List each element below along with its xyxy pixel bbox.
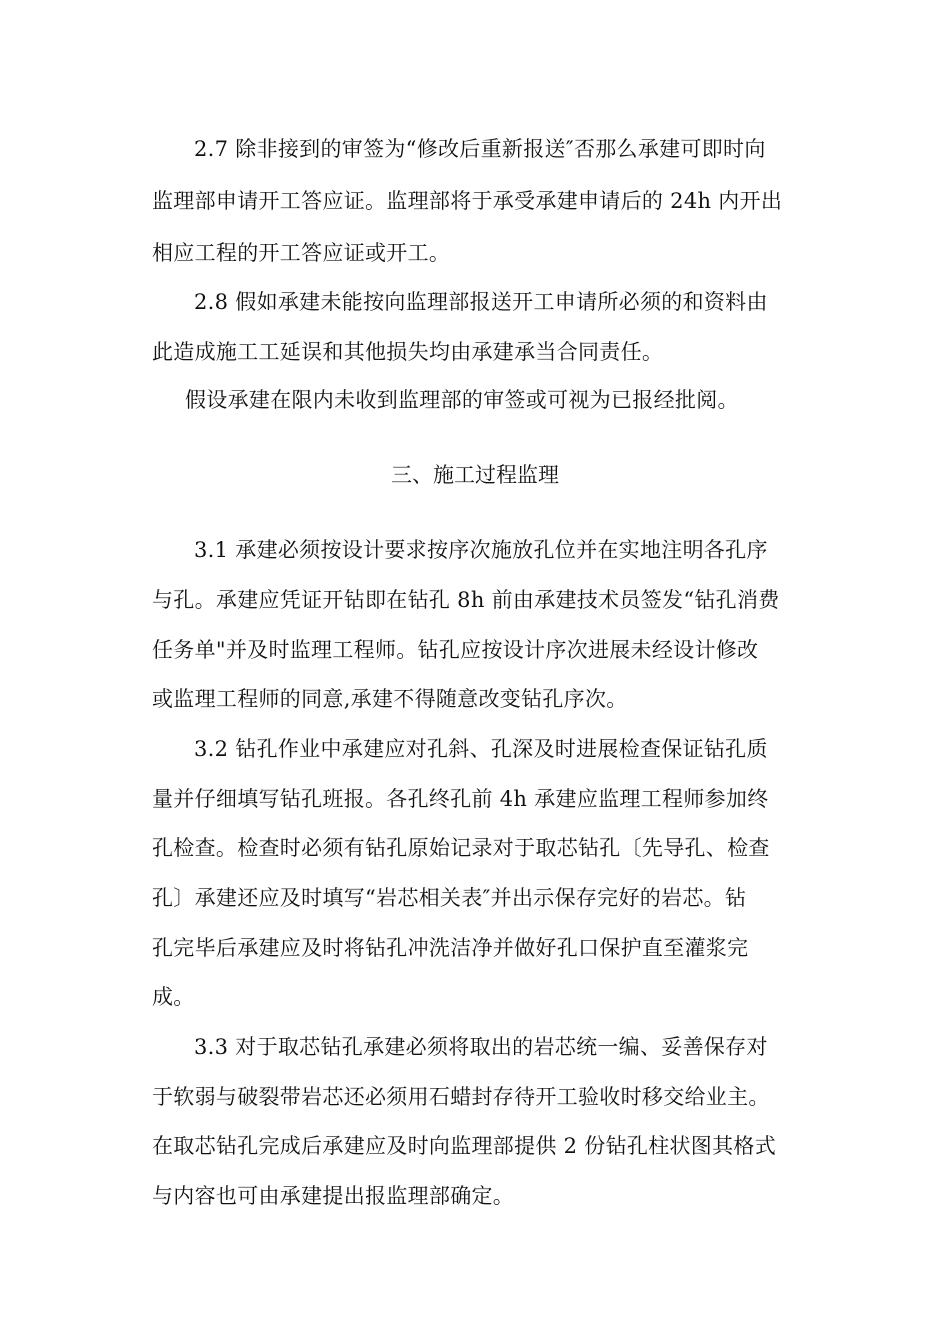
text-line: 于软弱与破裂带岩芯还必须用石蜡封存待开工验收时移交给业主。 — [152, 1085, 770, 1109]
text-line: 孔检查。检查时必须有钻孔原始记录对于取芯钻孔〔先导孔、检查 — [152, 836, 770, 860]
text-line: 孔〕承建还应及时填写“岩芯相关表″并出示保存完好的岩芯。钻 — [152, 886, 747, 910]
text-line: 与孔。承建应凭证开钻即在钻孔 8h 前由承建技术员签发“钻孔消费 — [152, 588, 780, 612]
text-line: 成。 — [152, 985, 195, 1009]
text-line: 此造成施工工延误和其他损失均由承建承当合同责任。 — [152, 340, 664, 364]
text-line: 3.3 对于取芯钻孔承建必须将取出的岩芯统一编、妥善保存对 — [194, 1035, 768, 1059]
text-line: 相应工程的开工答应证或开工。 — [152, 241, 451, 265]
text-line: 2.8 假如承建未能按向监理部报送开工申请所必须的和资料由 — [194, 290, 768, 314]
text-line: 任务单"并及时监理工程师。钻孔应按设计序次进展未经设计修改 — [152, 638, 759, 662]
text-line: 量并仔细填写钻孔班报。各孔终孔前 4h 承建应监理工程师参加终 — [152, 787, 769, 811]
text-line: 监理部申请开工答应证。监理部将于承受承建申请后的 24h 内开出 — [152, 189, 783, 213]
text-line: 假设承建在限内未收到监理部的审签或可视为已报经批阅。 — [185, 388, 739, 412]
text-line: 2.7 除非接到的审签为“修改后重新报送″否那么承建可即时向 — [194, 137, 766, 161]
text-line: 孔完毕后承建应及时将钻孔冲洗洁净并做好孔口保护直至灌浆完 — [152, 936, 749, 960]
text-line: 3.1 承建必须按设计要求按序次施放孔位并在实地注明各孔序 — [194, 538, 768, 562]
text-line: 在取芯钻孔完成后承建应及时向监理部提供 2 份钻孔柱状图其格式 — [152, 1134, 777, 1158]
section-heading: 三、施工过程监理 — [391, 463, 559, 487]
text-line: 3.2 钻孔作业中承建应对孔斜、孔深及时进展检查保证钻孔质 — [194, 737, 768, 761]
text-line: 或监理工程师的同意,承建不得随意改变钻孔序次。 — [152, 687, 628, 711]
text-line: 与内容也可由承建提出报监理部确定。 — [152, 1184, 515, 1208]
